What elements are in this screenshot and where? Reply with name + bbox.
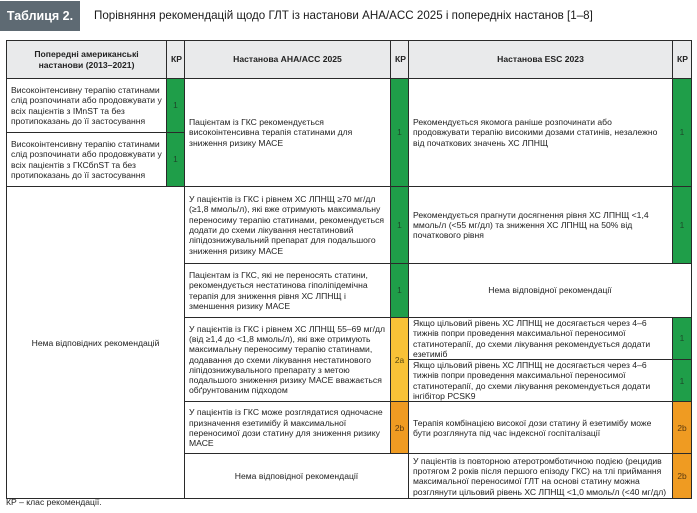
aha-rec-ldl-55-69: У пацієнтів із ГКС і рівнем ХС ЛПНЩ 55–69 мг/дл (від ≥1,4 до <1,8 ммоль/л), які вже отримують максимальну переносиму терапію статинами, додавання до схеми лікування нестатинового ліпідознижувального препарату з метою подальшого зниження ризику МАСЕ вважається обґрунтованим підходом <box>185 318 391 402</box>
table-number-badge: Таблиця 2. <box>0 1 80 31</box>
header-kr: КР <box>391 41 409 79</box>
kr-badge: 2a <box>391 318 409 402</box>
aha-rec-ezetimibe-combo: У пацієнтів із ГКС може розглядатися одночасне призначення езетимібу й максимальної переносимої дози статину для зниження ризику МАСЕ <box>185 402 391 454</box>
aha-rec-high-intensity-statin: Пацієнтам із ГКС рекомендується високоінтенсивна терапія статинами для зниження ризику МАСЕ <box>185 79 391 187</box>
aha-rec-nonstatin-add: У пацієнтів із ГКС і рівнем ХС ЛПНЩ ≥70 мг/дл (≥1,8 ммоль/л), які вже отримують максимальну переносиму терапію статинами, рекомендується додати до схеми лікування нестатиновий ліпідознижувальний препарат для подальшого зниження ризику МАСЕ <box>185 187 391 264</box>
header-esc-2023: Настанова ESC 2023 <box>409 41 673 79</box>
esc-no-recommendation: Нема відповідної рекомендації <box>409 264 692 318</box>
kr-badge: 1 <box>673 79 692 187</box>
kr-badge: 1 <box>167 133 185 187</box>
kr-badge: 1 <box>167 79 185 133</box>
esc-rec-ldl-target: Рекомендується прагнути досягнення рівня ХС ЛПНЩ <1,4 ммоль/л (<55 мг/дл) та зниження ХС ЛПНЩ на 50% від початкового рівня <box>409 187 673 264</box>
table-row <box>7 187 692 264</box>
table-header-row <box>7 41 692 79</box>
table-title-bar <box>0 0 697 32</box>
table-title: Порівняння рекомендацій щодо ГЛТ із настанови AHA/ACC 2025 і попередніх настанов [1–8] <box>94 9 593 22</box>
header-kr: КР <box>167 41 185 79</box>
prev-rec-imnst: Високоінтенсивну терапію статинами слід розпочинати або продовжувати у всіх пацієнтів з IMnST та без протипоказань до її застосування <box>7 79 167 133</box>
footnote: КР – клас рекомендації. <box>6 497 102 507</box>
kr-badge: 1 <box>673 318 692 360</box>
esc-rec-ezetimibe: Якщо цільовий рівень ХС ЛПНЩ не досягається через 4–6 тижнів попри проведення максимальної переносимої статинотерапії, до схеми лікування рекомендується додати езетиміб <box>409 318 673 360</box>
esc-rec-pcsk9: Якщо цільовий рівень ХС ЛПНЩ не досягається через 4–6 тижнів попри проведення максимальної переносимої статинотерапії, до схеми лікування рекомендується додати інгібітор PCSK9 <box>409 360 673 402</box>
kr-badge: 2b <box>673 402 692 454</box>
header-aha-acc-2025: Настанова AHA/ACC 2025 <box>185 41 391 79</box>
kr-badge: 1 <box>673 360 692 402</box>
prev-no-recommendations: Нема відповідних рекомендацій <box>7 187 185 499</box>
aha-no-recommendation: Нема відповідної рекомендації <box>185 454 409 499</box>
kr-badge: 1 <box>673 187 692 264</box>
esc-rec-early-statin: Рекомендується якомога раніше розпочинати або продовжувати терапію високими дозами статинів, незалежно від початкових значень ХС ЛПНЩ <box>409 79 673 187</box>
table-row <box>7 79 692 133</box>
aha-rec-statin-intolerant: Пацієнтам із ГКС, які не переносять статини, рекомендується нестатинова гіполіпідемічна терапія для зниження рівня ХС ЛПНЩ і зменшення ризику МАСЕ <box>185 264 391 318</box>
header-prev-guidelines: Попередні американські настанови (2013–2021) <box>7 41 167 79</box>
kr-badge: 1 <box>391 187 409 264</box>
kr-badge: 2b <box>391 402 409 454</box>
header-kr: КР <box>673 41 692 79</box>
prev-rec-gksbnst: Високоінтенсивну терапію статинами слід розпочинати або продовжувати у всіх пацієнтів з ГКСбnST та без протипоказань до її застосування <box>7 133 167 187</box>
esc-rec-combo-index: Терапія комбінацією високої дози статину й езетимібу може бути розглянута під час індексної госпіталізації <box>409 402 673 454</box>
comparison-table <box>6 40 692 499</box>
kr-badge: 1 <box>391 264 409 318</box>
kr-badge: 1 <box>391 79 409 187</box>
esc-rec-recurrent-event: У пацієнтів із повторною атеротромботичною подією (рецидив протягом 2 років після першого епізоду ГКС) на тлі приймання максимальної переносимої ГЛТ на основі статину можна розглянути цільовий рівень ХС ЛПНЩ <1,0 ммоль/л (<40 мг/дл) <box>409 454 673 499</box>
kr-badge: 2b <box>673 454 692 499</box>
